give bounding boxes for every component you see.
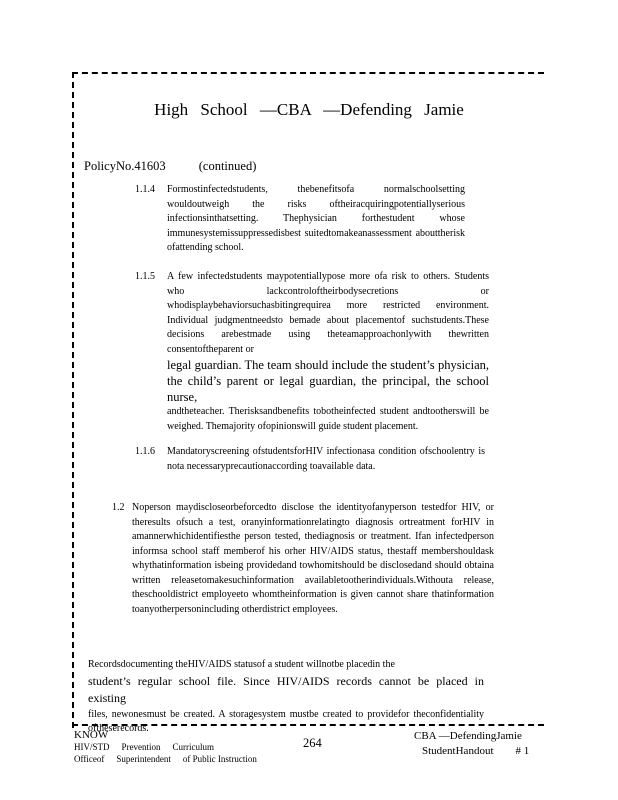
records-text-c: files, newonesmust be created. A storagesystem mustbe created to providefor theconfidentiality oftheserecords.: [88, 708, 484, 734]
section-number: 1.1.5: [135, 271, 155, 282]
section-number: 1.1.4: [135, 184, 155, 195]
section-paragraph-part-a: A few infectedstudents maypotentiallypose more ofa risk to others. Students who lackcontroloftheirbodysecretions or whodisplaybehaviorsuchasbitingrequirea more restricted environment. Individual judgmentneedsto bemade about placementof suchstudents.These decisions arebestmade using theteamapproachonlywith thewritten consentoftheparent or: [167, 271, 489, 355]
footer-curriculum-line: [74, 741, 257, 753]
section-paragraph: Noperson maydiscloseorbeforcedto disclose the identityofanyperson testedfor HIV, or theresults ofsuch a test, oranyinformationrelatingto diagnosis ortreatment forHIV in amannerwhichidentifiesthe person tested, thediagnosis or treatment. Ifan infectedperson informsa school staff memberof his orher HIV/AIDS status, thestaff membershouldask whythatinformation isbeing providedand towhomitshould be disclosedand should obtaina written releasetomakesuchinformation availabletootherindividuals.Withouta release, theschooldistrict employeeto whomtheinformation is given cannot share thatinformation toanyotherpersonincluding otherdistrict employees.: [132, 502, 494, 615]
section-paragraph-part-c: andtheteacher. Therisksandbenefits tobotheinfected student andtootherswill be weighed. Themajority ofopinionswill guide student placement.: [167, 406, 489, 432]
section-paragraph-part-b: legal guardian. The team should include the student’s physician, the child’s parent or legal guardian, the principal, the school nurse,: [167, 358, 489, 404]
footer-text: HIV/STD: [74, 742, 110, 752]
footer-text: Curriculum: [172, 742, 214, 752]
section-number: 1.1.6: [135, 446, 155, 457]
footer-text: StudentHandout: [422, 745, 494, 757]
footer-doc-title: CBA —DefendingJamie: [414, 730, 522, 742]
section-paragraph: Formostinfectedstudents, thebenefitsofa normalschoolsetting wouldoutweigh the risks oftheiracquiringpotentiallyserious infectionsinthatsetting. Thephysician forthestudent whose immunesystemissuppressedisbest suitedtomakeanassessment abouttherisk ofattending school.: [167, 184, 465, 253]
footer-text: # 1: [515, 745, 530, 757]
section-text: [167, 270, 489, 434]
footer-text: of Public Instruction: [182, 754, 257, 764]
footer-left: [74, 729, 257, 765]
footer-office-line: [74, 753, 257, 765]
section-text: [132, 501, 494, 617]
section-number: 1.2: [112, 502, 125, 513]
footer-text: Prevention: [121, 742, 161, 752]
policy-number: PolicyNo.41603: [84, 159, 166, 173]
footer-text: Officeof: [74, 754, 105, 764]
page-title: High School —CBA —Defending Jamie: [154, 100, 464, 119]
records-text-b: student’s regular school file. Since HIV/AIDS records cannot be placed in existing: [88, 673, 484, 705]
page-number: 264: [303, 736, 322, 750]
policy-heading: [84, 159, 256, 174]
section-text: [167, 183, 465, 256]
records-text-a: Recordsdocumenting theHIV/AIDS statusof a student willnotbe placedin the: [88, 659, 395, 670]
continued-label: (continued): [198, 159, 257, 173]
section-text: [167, 445, 485, 474]
footer-text: Superintendent: [116, 754, 171, 764]
footer-know: KNOW: [74, 729, 109, 741]
section-paragraph: Mandatoryscreening ofstudentsforHIV infectionasa condition ofschoolentry is nota necessaryprecautionaccording toavailable data.: [167, 446, 485, 472]
top-dashed-rule: [72, 72, 544, 74]
footer-handout-line: [414, 744, 529, 759]
left-dashed-rule: [72, 72, 74, 728]
records-paragraph: [88, 658, 484, 737]
footer-right: [414, 729, 529, 759]
